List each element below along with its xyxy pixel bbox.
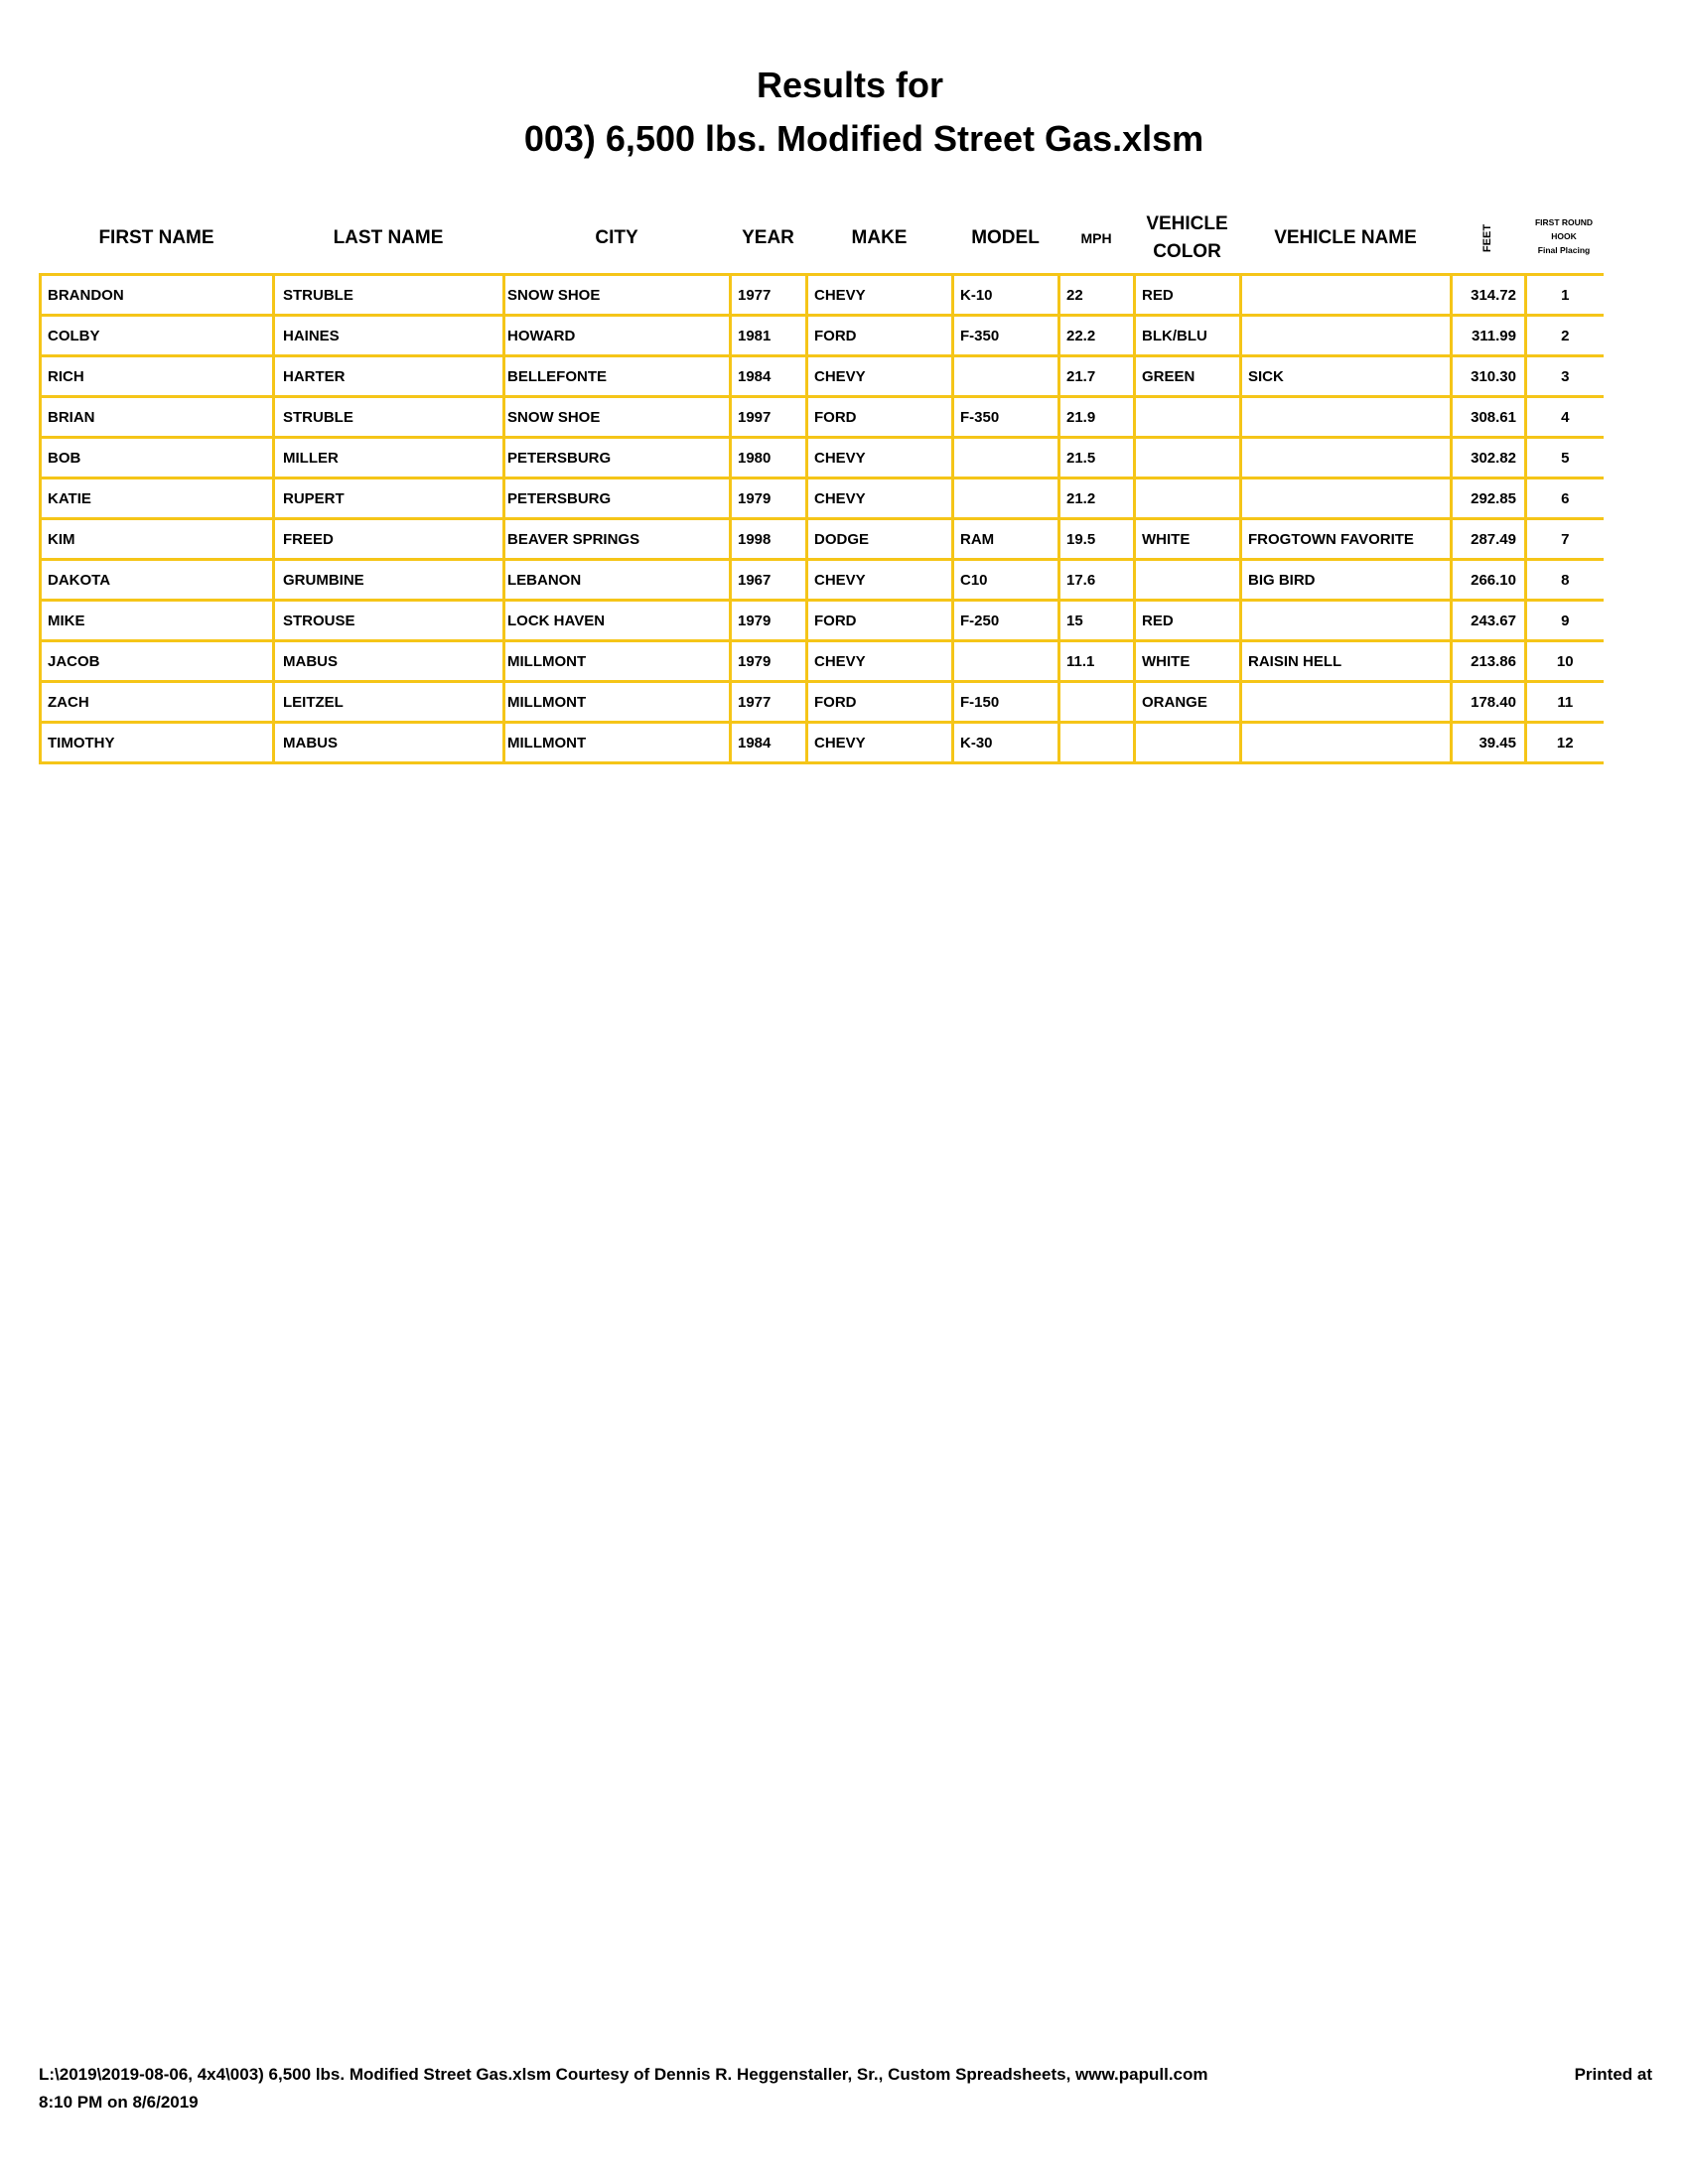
year-cell: 1980 bbox=[731, 438, 807, 478]
final-placing-cell: 8 bbox=[1526, 560, 1604, 601]
header-vehicle-color-line1: VEHICLE bbox=[1146, 213, 1228, 234]
year-cell: 1979 bbox=[731, 641, 807, 682]
table-row bbox=[41, 519, 1604, 560]
city-cell: MILLMONT bbox=[504, 641, 731, 682]
results-table bbox=[39, 273, 1604, 764]
header-make: MAKE bbox=[851, 227, 908, 248]
feet-cell: 213.86 bbox=[1452, 641, 1526, 682]
table-row bbox=[41, 356, 1604, 397]
header-model: MODEL bbox=[971, 227, 1040, 248]
model-cell bbox=[953, 438, 1059, 478]
table-row bbox=[41, 397, 1604, 438]
final-placing-cell: 6 bbox=[1526, 478, 1604, 519]
table-row bbox=[41, 723, 1604, 763]
mph-cell: 21.7 bbox=[1059, 356, 1135, 397]
feet-cell: 287.49 bbox=[1452, 519, 1526, 560]
final-placing-cell: 5 bbox=[1526, 438, 1604, 478]
table-row bbox=[41, 275, 1604, 316]
city-cell: MILLMONT bbox=[504, 682, 731, 723]
vehicle-color-cell: RED bbox=[1135, 601, 1241, 641]
model-cell: K-10 bbox=[953, 275, 1059, 316]
vehicle-name-cell bbox=[1241, 723, 1452, 763]
header-vehicle-color bbox=[1134, 204, 1240, 273]
first-name-cell: COLBY bbox=[41, 316, 274, 356]
city-cell: BEAVER SPRINGS bbox=[504, 519, 731, 560]
make-cell: CHEVY bbox=[807, 275, 953, 316]
last-name-cell: FREED bbox=[274, 519, 504, 560]
header-final-placing-line2: HOOK bbox=[1551, 231, 1577, 241]
vehicle-name-cell: BIG BIRD bbox=[1241, 560, 1452, 601]
year-cell: 1979 bbox=[731, 601, 807, 641]
mph-cell: 19.5 bbox=[1059, 519, 1135, 560]
header-feet-label: FEET bbox=[1481, 223, 1494, 253]
first-name-cell: KATIE bbox=[41, 478, 274, 519]
model-cell: K-30 bbox=[953, 723, 1059, 763]
year-cell: 1977 bbox=[731, 682, 807, 723]
table-row bbox=[41, 560, 1604, 601]
table-row bbox=[41, 682, 1604, 723]
city-cell: LOCK HAVEN bbox=[504, 601, 731, 641]
footer-path: L:\2019\2019-08-06, 4x4\003) 6,500 lbs. Modified Street Gas.xlsm Courtesy of Dennis R. Heggenstaller, Sr., Custom Spreadsheets, www.papull.com bbox=[39, 2065, 1208, 2084]
mph-cell: 22 bbox=[1059, 275, 1135, 316]
first-name-cell: BRANDON bbox=[41, 275, 274, 316]
make-cell: FORD bbox=[807, 397, 953, 438]
header-vehicle-color-line2: COLOR bbox=[1153, 241, 1221, 262]
page-title-line2: 003) 6,500 lbs. Modified Street Gas.xlsm bbox=[523, 118, 1204, 159]
last-name-cell: STRUBLE bbox=[274, 275, 504, 316]
footer-printed-label: Printed at bbox=[1574, 2065, 1652, 2084]
feet-cell: 292.85 bbox=[1452, 478, 1526, 519]
model-cell: F-350 bbox=[953, 316, 1059, 356]
feet-cell: 308.61 bbox=[1452, 397, 1526, 438]
final-placing-cell: 4 bbox=[1526, 397, 1604, 438]
header-final-placing-line3: Final Placing bbox=[1537, 245, 1591, 255]
header-last-name: LAST NAME bbox=[333, 227, 444, 248]
vehicle-name-cell: RAISIN HELL bbox=[1241, 641, 1452, 682]
vehicle-name-cell bbox=[1241, 275, 1452, 316]
last-name-cell: RUPERT bbox=[274, 478, 504, 519]
vehicle-color-cell: GREEN bbox=[1135, 356, 1241, 397]
header-final-placing-line1: FIRST ROUND bbox=[1534, 217, 1594, 227]
city-cell: SNOW SHOE bbox=[504, 397, 731, 438]
vehicle-color-cell bbox=[1135, 438, 1241, 478]
model-cell: F-250 bbox=[953, 601, 1059, 641]
first-name-cell: ZACH bbox=[41, 682, 274, 723]
mph-cell: 17.6 bbox=[1059, 560, 1135, 601]
vehicle-color-cell bbox=[1135, 478, 1241, 519]
vehicle-name-cell bbox=[1241, 397, 1452, 438]
vehicle-color-cell: WHITE bbox=[1135, 519, 1241, 560]
vehicle-color-cell: RED bbox=[1135, 275, 1241, 316]
model-cell bbox=[953, 478, 1059, 519]
page-footer bbox=[39, 2061, 1652, 2116]
page-title-line1: Results for bbox=[756, 65, 944, 105]
final-placing-cell: 2 bbox=[1526, 316, 1604, 356]
first-name-cell: TIMOTHY bbox=[41, 723, 274, 763]
make-cell: CHEVY bbox=[807, 478, 953, 519]
year-cell: 1984 bbox=[731, 356, 807, 397]
make-cell: FORD bbox=[807, 316, 953, 356]
feet-cell: 310.30 bbox=[1452, 356, 1526, 397]
first-name-cell: BOB bbox=[41, 438, 274, 478]
first-name-cell: BRIAN bbox=[41, 397, 274, 438]
first-name-cell: KIM bbox=[41, 519, 274, 560]
feet-cell: 311.99 bbox=[1452, 316, 1526, 356]
table-row bbox=[41, 478, 1604, 519]
model-cell: C10 bbox=[953, 560, 1059, 601]
feet-cell: 302.82 bbox=[1452, 438, 1526, 478]
header-mph: MPH bbox=[1080, 230, 1112, 246]
feet-cell: 314.72 bbox=[1452, 275, 1526, 316]
mph-cell: 22.2 bbox=[1059, 316, 1135, 356]
final-placing-cell: 9 bbox=[1526, 601, 1604, 641]
feet-cell: 39.45 bbox=[1452, 723, 1526, 763]
city-cell: LEBANON bbox=[504, 560, 731, 601]
make-cell: DODGE bbox=[807, 519, 953, 560]
make-cell: FORD bbox=[807, 682, 953, 723]
first-name-cell: RICH bbox=[41, 356, 274, 397]
header-final-placing bbox=[1525, 211, 1603, 261]
last-name-cell: MILLER bbox=[274, 438, 504, 478]
last-name-cell: HARTER bbox=[274, 356, 504, 397]
table-row bbox=[41, 601, 1604, 641]
mph-cell: 11.1 bbox=[1059, 641, 1135, 682]
mph-cell: 21.2 bbox=[1059, 478, 1135, 519]
final-placing-cell: 3 bbox=[1526, 356, 1604, 397]
make-cell: CHEVY bbox=[807, 723, 953, 763]
last-name-cell: MABUS bbox=[274, 641, 504, 682]
vehicle-color-cell: WHITE bbox=[1135, 641, 1241, 682]
mph-cell: 21.5 bbox=[1059, 438, 1135, 478]
mph-cell bbox=[1059, 682, 1135, 723]
last-name-cell: GRUMBINE bbox=[274, 560, 504, 601]
make-cell: CHEVY bbox=[807, 438, 953, 478]
vehicle-name-cell bbox=[1241, 601, 1452, 641]
year-cell: 1997 bbox=[731, 397, 807, 438]
final-placing-cell: 7 bbox=[1526, 519, 1604, 560]
year-cell: 1967 bbox=[731, 560, 807, 601]
results-body bbox=[41, 275, 1604, 763]
make-cell: CHEVY bbox=[807, 641, 953, 682]
last-name-cell: STRUBLE bbox=[274, 397, 504, 438]
model-cell: RAM bbox=[953, 519, 1059, 560]
vehicle-color-cell bbox=[1135, 723, 1241, 763]
footer-printed-time: 8:10 PM on 8/6/2019 bbox=[39, 2093, 199, 2112]
final-placing-cell: 11 bbox=[1526, 682, 1604, 723]
first-name-cell: DAKOTA bbox=[41, 560, 274, 601]
final-placing-cell: 12 bbox=[1526, 723, 1604, 763]
vehicle-name-cell bbox=[1241, 478, 1452, 519]
first-name-cell: MIKE bbox=[41, 601, 274, 641]
header-vehicle-name: VEHICLE NAME bbox=[1274, 227, 1417, 248]
mph-cell bbox=[1059, 723, 1135, 763]
final-placing-cell: 1 bbox=[1526, 275, 1604, 316]
header-city: CITY bbox=[595, 227, 638, 248]
mph-cell: 15 bbox=[1059, 601, 1135, 641]
make-cell: CHEVY bbox=[807, 560, 953, 601]
final-placing-cell: 10 bbox=[1526, 641, 1604, 682]
table-row bbox=[41, 316, 1604, 356]
vehicle-name-cell bbox=[1241, 682, 1452, 723]
model-cell bbox=[953, 356, 1059, 397]
city-cell: PETERSBURG bbox=[504, 438, 731, 478]
year-cell: 1977 bbox=[731, 275, 807, 316]
vehicle-name-cell: SICK bbox=[1241, 356, 1452, 397]
vehicle-color-cell bbox=[1135, 560, 1241, 601]
city-cell: SNOW SHOE bbox=[504, 275, 731, 316]
vehicle-name-cell bbox=[1241, 438, 1452, 478]
last-name-cell: LEITZEL bbox=[274, 682, 504, 723]
vehicle-color-cell: BLK/BLU bbox=[1135, 316, 1241, 356]
mph-cell: 21.9 bbox=[1059, 397, 1135, 438]
city-cell: MILLMONT bbox=[504, 723, 731, 763]
city-cell: HOWARD bbox=[504, 316, 731, 356]
first-name-cell: JACOB bbox=[41, 641, 274, 682]
model-cell: F-350 bbox=[953, 397, 1059, 438]
header-first-name: FIRST NAME bbox=[98, 227, 214, 248]
year-cell: 1981 bbox=[731, 316, 807, 356]
vehicle-color-cell: ORANGE bbox=[1135, 682, 1241, 723]
feet-cell: 178.40 bbox=[1452, 682, 1526, 723]
feet-cell: 266.10 bbox=[1452, 560, 1526, 601]
table-row bbox=[41, 438, 1604, 478]
model-cell: F-150 bbox=[953, 682, 1059, 723]
vehicle-name-cell bbox=[1241, 316, 1452, 356]
last-name-cell: HAINES bbox=[274, 316, 504, 356]
make-cell: CHEVY bbox=[807, 356, 953, 397]
year-cell: 1979 bbox=[731, 478, 807, 519]
vehicle-color-cell bbox=[1135, 397, 1241, 438]
vehicle-name-cell: FROGTOWN FAVORITE bbox=[1241, 519, 1452, 560]
city-cell: PETERSBURG bbox=[504, 478, 731, 519]
city-cell: BELLEFONTE bbox=[504, 356, 731, 397]
year-cell: 1984 bbox=[731, 723, 807, 763]
last-name-cell: STROUSE bbox=[274, 601, 504, 641]
table-row bbox=[41, 641, 1604, 682]
header-year: YEAR bbox=[742, 227, 794, 248]
feet-cell: 243.67 bbox=[1452, 601, 1526, 641]
last-name-cell: MABUS bbox=[274, 723, 504, 763]
model-cell bbox=[953, 641, 1059, 682]
make-cell: FORD bbox=[807, 601, 953, 641]
year-cell: 1998 bbox=[731, 519, 807, 560]
header-feet bbox=[1451, 204, 1525, 273]
